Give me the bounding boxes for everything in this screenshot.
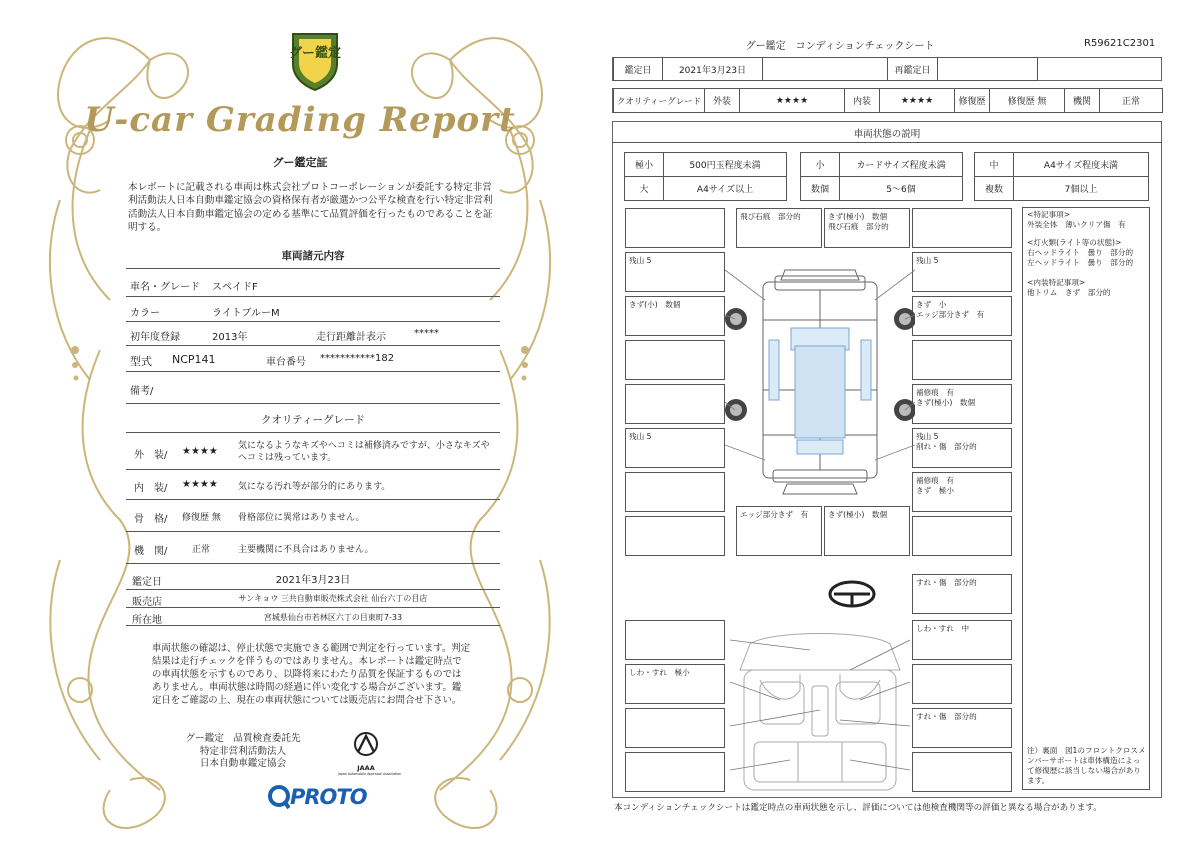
box-r2 <box>912 296 1012 336</box>
divider <box>126 432 500 433</box>
footer-line-2: 特定非営利活動法人 <box>199 745 287 757</box>
qg-label: クオリティーグレード <box>613 88 705 113</box>
box-l2 <box>625 296 725 336</box>
redate-value <box>937 57 1038 81</box>
model-value: NCP141 <box>172 353 216 366</box>
box-l10 <box>625 708 725 748</box>
chassis-value: ***********182 <box>320 353 395 364</box>
exterior-label: 外 装/ <box>134 450 168 461</box>
legend-s3: 中 <box>974 152 1014 177</box>
bottom-note: 注）裏面 図1のフロントクロスメンバーサポートは車体構造によって修復歴に該当しない場合があります。 <box>1027 746 1146 785</box>
interior-stars: ★★★★ <box>182 479 218 490</box>
box-l5-text: 残山 5 <box>629 432 652 441</box>
jaaa-text: JAAA <box>357 764 375 772</box>
redate-label: 再鑑定日 <box>887 57 938 81</box>
legend-v5: 5～6個 <box>839 176 963 201</box>
legend-s4: 大 <box>624 176 664 201</box>
box-r6-text1: 補修痕 有 <box>916 476 954 485</box>
row-interior <box>126 470 500 500</box>
intro-paragraph: 本レポートに記載される車両は株式会社プロトコーポレーションが委託する特定非営利活動法人日本自動車鑑定協会の資格保有者が厳選かつ公平な検査を行い特定非営利活動法人日本自動車鑑定協会の定める基準にて品質評価を行ったものであることを証明する。 <box>128 182 493 234</box>
legend-heading: 車両状態の説明 <box>853 129 921 140</box>
box-r7 <box>912 516 1012 556</box>
box-t2-text2: 飛び石痕 部分的 <box>828 222 889 231</box>
condition-check-sheet <box>600 0 1200 848</box>
box-i3 <box>912 664 1012 704</box>
box-l0 <box>625 208 725 248</box>
box-r6-text2: きず 極小 <box>916 486 954 495</box>
date-value: 2021年3月23日 <box>662 57 763 81</box>
logo-mark-text: グー鑑定 <box>288 46 342 61</box>
box-r1 <box>912 252 1012 292</box>
legend-s5: 数個 <box>800 176 840 201</box>
jaaa-subtext: Japan Automobile Appraisal Association <box>338 772 402 776</box>
box-r2-text2: エッジ部分きず 有 <box>916 310 985 319</box>
divider <box>612 142 1162 143</box>
box-r6 <box>912 472 1012 512</box>
legend-v3: A4サイズ程度未満 <box>1013 152 1149 177</box>
date-value: 2021年3月23日 <box>275 575 351 586</box>
legend-s1: 極小 <box>624 152 664 177</box>
row-dealer <box>126 590 500 608</box>
interior-desc: 気になる汚れ等が部分的にあります。 <box>238 482 391 492</box>
car-interior-diagram <box>730 630 910 796</box>
row-exterior <box>126 434 500 470</box>
box-l1-text: 残山 5 <box>629 256 652 265</box>
date-row <box>612 57 1162 81</box>
remarks-label: 備考/ <box>130 386 154 397</box>
box-i5 <box>912 752 1012 792</box>
spec-heading: 車両諸元内容 <box>281 250 345 262</box>
row-address <box>126 608 500 626</box>
repair-value: 修復歴 無 <box>989 88 1065 113</box>
box-i2-text: しわ・すれ 中 <box>916 624 970 633</box>
box-t2 <box>824 208 910 248</box>
interior-label: 内 装/ <box>134 483 168 494</box>
box-t2-text1: きず(極小) 数個 <box>828 212 888 221</box>
ext-label: 外装 <box>704 88 740 113</box>
inspection-org <box>168 733 318 771</box>
grade-heading: クオリティーグレード <box>261 414 365 426</box>
note-4: 右ヘッドライト 曇り 部分的 <box>1027 248 1134 257</box>
box-r5-text1: 残山 5 <box>916 432 939 441</box>
proto-logo-text: PROTO <box>290 785 367 809</box>
legend-s2: 小 <box>800 152 840 177</box>
box-r4-text2: きず(極小) 数個 <box>916 398 976 407</box>
box-l2-text: きず(小) 数個 <box>629 300 681 309</box>
exterior-desc: 気になるようなキズやヘコミは補修済みですが、小さなキズやヘコミは残っています。 <box>238 441 490 463</box>
box-l3 <box>625 340 725 380</box>
car-name-value: スペイドF <box>212 282 258 293</box>
repair-label: 修復歴 <box>954 88 990 113</box>
footer-note: 本コンディションチェックシートは鑑定時点の車両状態を示し、評価については他検査機関等の評価と異なる場合があります。 <box>614 803 1102 813</box>
proto-logo <box>268 784 367 810</box>
car-name-label: 車名・グレード <box>130 282 200 293</box>
box-t1-text: 飛び石痕 部分的 <box>740 212 801 221</box>
legend-v1: 500円玉程度未満 <box>663 152 787 177</box>
date-label: 鑑定日 <box>613 57 663 81</box>
goo-kantei-logo <box>285 30 345 92</box>
row-car-name <box>126 270 500 297</box>
box-l11 <box>625 752 725 792</box>
sheet-id: R59621C2301 <box>1084 38 1156 49</box>
note-7: 他トリム きず 部分的 <box>1027 288 1111 297</box>
car-exterior-diagram <box>725 250 915 510</box>
first-reg-label: 初年度登録 <box>130 332 180 343</box>
mileage-label: 走行距離計表示 <box>316 332 386 343</box>
box-r5 <box>912 428 1012 468</box>
note-2: 外装全体 薄いクリア傷 有 <box>1027 220 1126 229</box>
certificate-title: グー鑑定証 <box>272 156 328 169</box>
jaaa-mark-icon <box>338 728 394 760</box>
row-remarks <box>126 372 500 404</box>
box-l1 <box>625 252 725 292</box>
dealer-label: 販売店 <box>132 597 162 608</box>
row-model <box>126 346 500 372</box>
report-title: U-car Grading Report <box>84 100 516 140</box>
box-r4 <box>912 384 1012 424</box>
row-engine <box>126 532 500 564</box>
box-l5 <box>625 428 725 468</box>
quality-row <box>612 88 1162 113</box>
divider <box>126 268 500 269</box>
box-l9 <box>625 664 725 704</box>
steering-wheel-icon <box>828 580 876 608</box>
note-6: <内装特記事項> <box>1027 278 1086 287</box>
color-label: カラー <box>130 308 160 319</box>
engine-value: 正常 <box>1099 88 1163 113</box>
box-b2-text: きず(極小) 数個 <box>828 510 888 519</box>
frame-value: 修復歴 無 <box>182 513 221 523</box>
note-1: <特記事項> <box>1027 210 1071 219</box>
notes-box <box>1022 207 1150 790</box>
date-label: 鑑定日 <box>132 577 162 588</box>
box-b1-text: エッジ部分きず 有 <box>740 510 809 519</box>
box-t1 <box>736 208 822 248</box>
proto-mark-icon <box>268 785 290 809</box>
box-b1 <box>736 506 822 556</box>
engine-label: 機 関/ <box>134 546 168 557</box>
box-r1-text: 残山 5 <box>916 256 939 265</box>
box-l4 <box>625 384 725 424</box>
sheet-title: グー鑑定 コンディションチェックシート <box>745 41 935 52</box>
first-reg-value: 2013年 <box>212 332 248 343</box>
frame-label: 骨 格/ <box>134 514 168 525</box>
engine-label: 機関 <box>1064 88 1100 113</box>
box-r2-text1: きず 小 <box>916 300 947 309</box>
footer-line-3: 日本自動車鑑定協会 <box>199 758 287 769</box>
box-l8 <box>625 620 725 660</box>
legend-v6: 7個以上 <box>1013 176 1149 201</box>
notice-paragraph: 車両状態の確認は、停止状態で実施できる範囲で判定を行っています。判定結果は走行チェックを伴うものではありません。本レポートは鑑定時点での車両状態を示すものであり、以降将来にわたり品質を保証するものではありません。車両状態は時間の経過に伴い変化する場合がございます。鑑定日をご確認の上、現在の車両状態については販売店にお問合せ下さい。 <box>152 643 471 706</box>
box-i4 <box>912 708 1012 748</box>
box-l6 <box>625 472 725 512</box>
int-stars: ★★★★ <box>879 88 955 113</box>
exterior-stars: ★★★★ <box>182 446 218 457</box>
address-label: 所在地 <box>132 615 162 626</box>
color-value: ライトブルーM <box>212 308 280 319</box>
box-r3 <box>912 340 1012 380</box>
mileage-value: ***** <box>414 328 439 339</box>
box-i4-text: すれ・傷 部分的 <box>916 712 977 721</box>
box-i1 <box>912 574 1012 614</box>
note-5: 左ヘッドライト 曇り 部分的 <box>1027 258 1134 267</box>
legend-v2: カードサイズ程度未満 <box>839 152 963 177</box>
box-i1-text: すれ・傷 部分的 <box>916 578 977 587</box>
int-label: 内装 <box>844 88 880 113</box>
chassis-label: 車台番号 <box>266 357 306 368</box>
box-r5-text2: 削れ・傷 部分的 <box>916 442 977 451</box>
box-l7 <box>625 516 725 556</box>
footer-line-1: グー鑑定 品質検査委託先 <box>185 733 301 744</box>
box-r4-text1: 補修痕 有 <box>916 388 954 397</box>
engine-value: 正常 <box>192 545 211 555</box>
model-label: 型式 <box>130 355 152 368</box>
box-b2 <box>824 506 910 556</box>
date-blank <box>762 57 888 81</box>
frame-desc: 骨格部位に異常はありません。 <box>238 513 365 523</box>
row-frame <box>126 500 500 532</box>
note-3: <灯火類(ライト等の状態)> <box>1027 238 1122 247</box>
engine-desc: 主要機関に不具合はありません。 <box>238 545 374 555</box>
row-date <box>126 568 500 590</box>
row-first-reg <box>126 322 500 346</box>
jaaa-logo <box>338 728 402 780</box>
legend-s6: 複数 <box>974 176 1014 201</box>
address-value: 宮城県仙台市若林区六丁の目東町7-33 <box>263 613 403 622</box>
legend-v4: A4サイズ以上 <box>663 176 787 201</box>
box-i2 <box>912 620 1012 660</box>
box-r0 <box>912 208 1012 248</box>
box-l9-text: しわ・すれ 極小 <box>629 668 690 677</box>
ext-stars: ★★★★ <box>739 88 845 113</box>
row-color <box>126 297 500 322</box>
dealer-value: サンキョウ 三共自動車販売株式会社 仙台六丁の目店 <box>238 594 428 603</box>
